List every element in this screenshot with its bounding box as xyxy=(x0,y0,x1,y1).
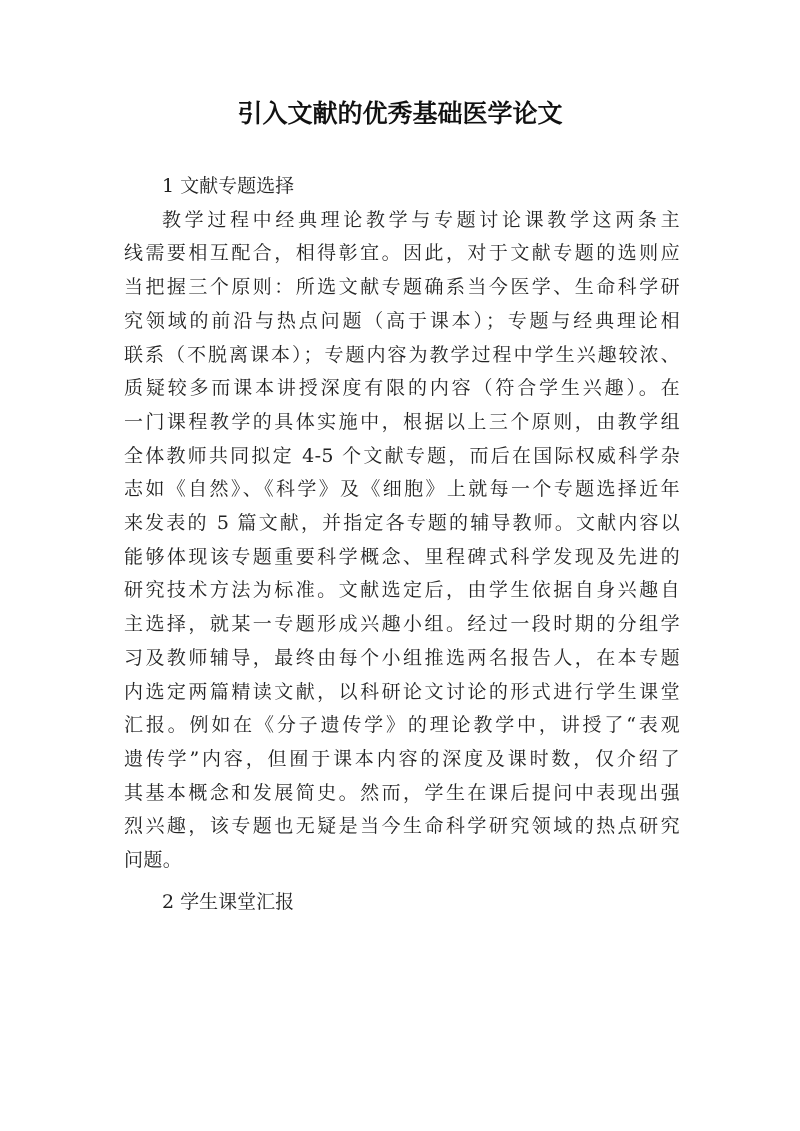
paragraph-line: 全体教师共同拟定 4-5 个文献专题，而后在国际权威科学杂 xyxy=(124,444,680,467)
paragraph-line: 当把握三个原则：所选文献专题确系当今医学、生命科学研 xyxy=(124,276,680,299)
paragraph-line: 习及教师辅导，最终由每个小组推选两名报告人，在本专题 xyxy=(124,646,680,669)
paragraph-line: 来发表的 5 篇文献，并指定各专题的辅导教师。文献内容以 xyxy=(124,512,680,535)
paragraph-line: 志如《自然》、《科学》及《细胞》上就每一个专题选择近年 xyxy=(124,478,680,501)
paragraph-line: 线需要相互配合，相得彰宜。因此，对于文献专题的选则应 xyxy=(124,242,680,265)
paragraph-line: 研究技术方法为标准。文献选定后，由学生依据自身兴趣自 xyxy=(124,579,680,602)
paragraph-line: 其基本概念和发展简史。然而，学生在课后提问中表现出强 xyxy=(124,781,680,804)
paragraph-line: 联系（不脱离课本）；专题内容为教学过程中学生兴趣较浓、 xyxy=(124,343,680,366)
paragraph-line: 烈兴趣，该专题也无疑是当今生命科学研究领域的热点研究 xyxy=(124,815,680,838)
section-1-heading: 1 文献专题选择 xyxy=(162,175,295,197)
document-title: 引入文献的优秀基础医学论文 xyxy=(237,99,563,128)
section-2-heading: 2 学生课堂汇报 xyxy=(162,890,295,913)
section-1-paragraph xyxy=(124,204,680,878)
paragraph-line: 一门课程教学的具体实施中，根据以上三个原则，由教学组 xyxy=(124,410,680,433)
document-body xyxy=(124,170,680,919)
paragraph-line: 内选定两篇精读文献，以科研论文讨论的形式进行学生课堂 xyxy=(124,680,680,703)
paragraph-line: 问题。 xyxy=(124,849,183,872)
paragraph-line: 究领域的前沿与热点问题（高于课本）；专题与经典理论相 xyxy=(124,309,680,332)
paragraph-line: 能够体现该专题重要科学概念、里程碑式科学发现及先进的 xyxy=(124,545,680,568)
paragraph-line: 遗传学”内容，但囿于课本内容的深度及课时数，仅介绍了 xyxy=(124,747,680,770)
paragraph-line: 教学过程中经典理论教学与专题讨论课教学这两条主 xyxy=(162,208,680,231)
paragraph-line: 主选择，就某一专题形成兴趣小组。经过一段时期的分组学 xyxy=(124,613,680,636)
paragraph-line: 质疑较多而课本讲授深度有限的内容（符合学生兴趣）。在 xyxy=(124,377,680,400)
paragraph-line: 汇报。例如在《分子遗传学》的理论教学中，讲授了“表观 xyxy=(124,714,680,737)
